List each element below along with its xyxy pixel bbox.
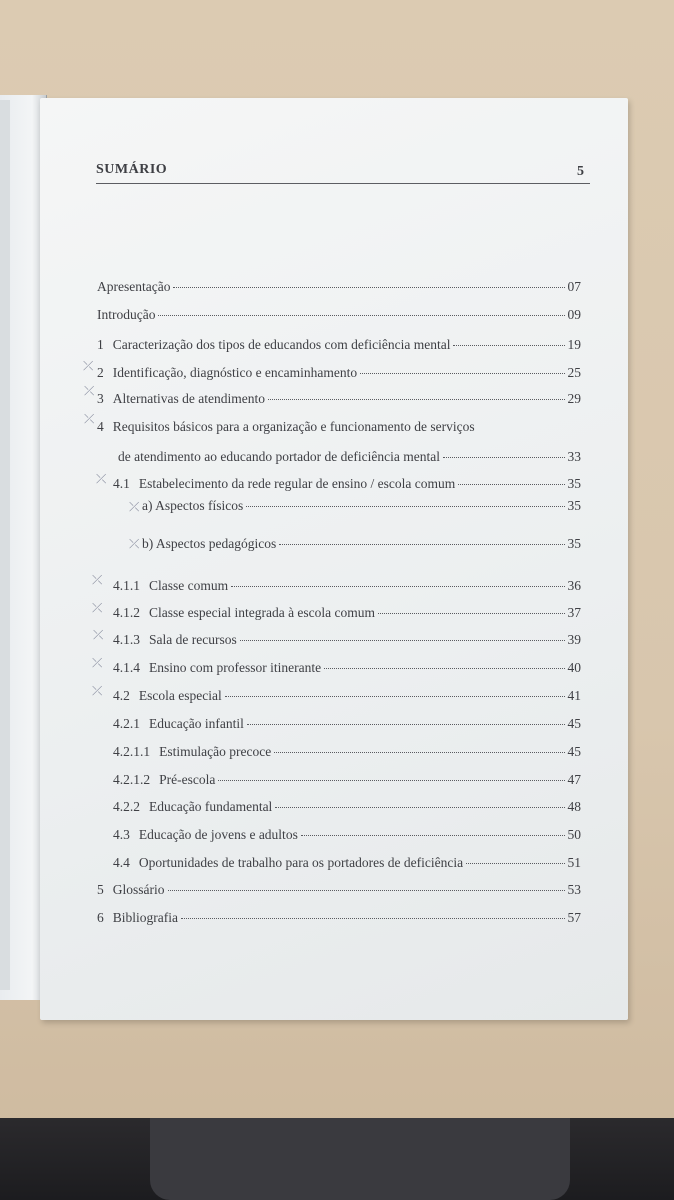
toc-label: b) Aspectos pedagógicos <box>142 536 277 551</box>
toc-number: 4.2.1.2 <box>113 772 151 787</box>
toc-entry-4-1-2 <box>113 605 581 621</box>
toc-leader <box>324 668 564 669</box>
toc-entry-4 <box>97 419 475 435</box>
toc-label: Pré-escola <box>159 772 216 787</box>
pencil-check-mark-icon: ⤫ <box>83 359 94 374</box>
toc-number: 3 <box>97 391 104 406</box>
toc-leader <box>247 724 565 725</box>
toc-entry-1 <box>97 337 581 353</box>
toc-number: 4.1.1 <box>113 578 140 593</box>
toc-page: 33 <box>567 449 581 464</box>
toc-entry-4-continuation <box>118 449 581 465</box>
toc-page: 09 <box>567 307 581 322</box>
toc-label: Apresentação <box>97 279 171 294</box>
toc-page: 35 <box>567 536 581 551</box>
toc-label: Classe comum <box>149 578 229 593</box>
toc-label: Introdução <box>97 307 156 322</box>
background-surface <box>0 1118 674 1200</box>
toc-page: 50 <box>567 827 581 842</box>
toc-entry-2 <box>97 365 581 381</box>
toc-label: Sala de recursos <box>149 632 237 647</box>
pencil-check-mark-icon: ⤫ <box>84 384 95 399</box>
pencil-check-mark-icon: ⤫ <box>92 601 103 616</box>
toc-entry-4-2-2 <box>113 799 581 815</box>
pencil-check-mark-icon: ⤫ <box>96 472 107 487</box>
toc-page: 47 <box>567 772 581 787</box>
toc-number: 4.3 <box>113 827 130 842</box>
toc-leader <box>240 640 565 641</box>
toc-number: 4.1.2 <box>113 605 140 620</box>
toc-entry-4-1 <box>113 476 581 492</box>
toc-label: Identificação, diagnóstico e encaminhamento <box>112 365 358 380</box>
toc-entry-aspectos-pedagogicos <box>142 536 581 552</box>
toc-number: 4.1 <box>113 476 130 491</box>
facing-page-edge <box>0 100 10 990</box>
toc-leader <box>279 544 564 545</box>
toc-label: Estabelecimento da rede regular de ensino / escola comum <box>138 476 456 491</box>
toc-page: 40 <box>567 660 581 675</box>
pencil-check-mark-icon: ⤫ <box>92 684 103 699</box>
page-title: SUMÁRIO <box>96 162 168 177</box>
toc-label: Requisitos básicos para a organização e funcionamento de serviços <box>112 419 475 434</box>
toc-page: 57 <box>567 910 581 925</box>
toc-entry-introducao <box>97 307 581 323</box>
toc-page: 53 <box>567 882 581 897</box>
toc-page: 37 <box>567 605 581 620</box>
toc-leader <box>168 890 565 891</box>
toc-label: Educação infantil <box>149 716 244 731</box>
toc-number: 4.2.1 <box>113 716 140 731</box>
toc-label: Ensino com professor itinerante <box>149 660 322 675</box>
toc-page: 35 <box>567 498 581 513</box>
toc-label: a) Aspectos físicos <box>142 498 244 513</box>
toc-number: 4.2.2 <box>113 799 140 814</box>
toc-label: Educação de jovens e adultos <box>138 827 298 842</box>
toc-entry-4-2 <box>113 688 581 704</box>
toc-number: 5 <box>97 882 104 897</box>
toc-entry-3 <box>97 391 581 407</box>
toc-entry-4-1-4 <box>113 660 581 676</box>
toc-label: Glossário <box>112 882 165 897</box>
toc-number: 4 <box>97 419 104 434</box>
toc-entry-4-1-1 <box>113 578 581 594</box>
pencil-check-mark-icon: ⤫ <box>93 628 104 643</box>
toc-page: 19 <box>567 337 581 352</box>
toc-number: 4.1.3 <box>113 632 140 647</box>
toc-label: de atendimento ao educando portador de deficiência mental <box>118 449 440 464</box>
toc-entry-aspectos-fisicos <box>142 498 581 514</box>
toc-page: 45 <box>567 744 581 759</box>
toc-leader <box>275 807 564 808</box>
toc-entry-4-3 <box>113 827 581 843</box>
toc-leader <box>173 287 564 288</box>
page-number: 5 <box>577 164 584 179</box>
toc-leader <box>453 345 564 346</box>
toc-entry-4-1-3 <box>113 632 581 648</box>
toc-leader <box>218 780 564 781</box>
toc-leader <box>274 752 564 753</box>
toc-entry-4-2-1-2 <box>113 772 581 788</box>
toc-number: 6 <box>97 910 104 925</box>
toc-number: 4.1.4 <box>113 660 140 675</box>
toc-entry-4-2-1-1 <box>113 744 581 760</box>
toc-page: 48 <box>567 799 581 814</box>
toc-page: 07 <box>567 279 581 294</box>
toc-page: 25 <box>567 365 581 380</box>
toc-page: 35 <box>567 476 581 491</box>
pencil-check-mark-icon: ⤫ <box>129 537 140 552</box>
toc-label: Bibliografia <box>112 910 178 925</box>
toc-number: 4.2 <box>113 688 130 703</box>
pencil-check-mark-icon: ⤫ <box>92 573 103 588</box>
pencil-check-mark-icon: ⤫ <box>84 412 95 427</box>
toc-number: 2 <box>97 365 104 380</box>
toc-leader <box>458 484 564 485</box>
toc-label: Classe especial integrada à escola comum <box>149 605 376 620</box>
toc-number: 4.4 <box>113 855 130 870</box>
toc-leader <box>466 863 564 864</box>
toc-leader <box>231 586 564 587</box>
toc-label: Estimulação precoce <box>159 744 272 759</box>
toc-page: 39 <box>567 632 581 647</box>
pencil-check-mark-icon: ⤫ <box>92 656 103 671</box>
pencil-check-mark-icon: ⤫ <box>129 500 140 515</box>
toc-number: 4.2.1.1 <box>113 744 151 759</box>
toc-entry-4-4 <box>113 855 581 871</box>
toc-number: 1 <box>97 337 104 352</box>
toc-label: Oportunidades de trabalho para os portadores de deficiência <box>138 855 464 870</box>
toc-page: 41 <box>567 688 581 703</box>
toc-label: Educação fundamental <box>149 799 273 814</box>
toc-page: 51 <box>567 855 581 870</box>
toc-leader <box>158 315 564 316</box>
toc-leader <box>301 835 565 836</box>
toc-entry-5 <box>97 882 581 898</box>
toc-leader <box>360 373 564 374</box>
toc-label: Caracterização dos tipos de educandos com deficiência mental <box>112 337 451 352</box>
toc-entry-4-2-1 <box>113 716 581 732</box>
toc-page: 36 <box>567 578 581 593</box>
header-rule <box>96 183 590 184</box>
toc-leader <box>268 399 565 400</box>
toc-leader <box>225 696 565 697</box>
toc-leader <box>246 506 564 507</box>
toc-leader <box>443 457 565 458</box>
toc-label: Alternativas de atendimento <box>112 391 265 406</box>
toc-leader <box>181 918 565 919</box>
toc-page: 29 <box>567 391 581 406</box>
toc-leader <box>378 613 564 614</box>
toc-label: Escola especial <box>138 688 222 703</box>
toc-entry-6 <box>97 910 581 926</box>
toc-entry-apresentacao <box>97 279 581 295</box>
toc-page: 45 <box>567 716 581 731</box>
